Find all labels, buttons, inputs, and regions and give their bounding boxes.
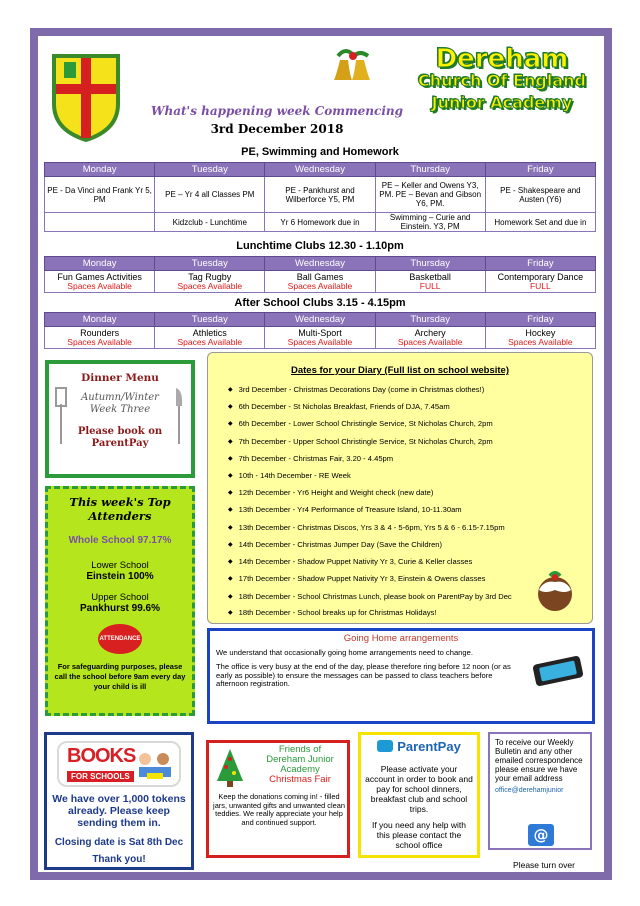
pe-cell: Kidzclub - Lunchtime xyxy=(155,213,265,232)
lunch-title: Lunchtime Clubs 12.30 - 1.10pm xyxy=(236,240,404,252)
dinner-book-line2: ParentPay xyxy=(91,438,149,449)
pe-day: Friday xyxy=(485,163,595,177)
upper-school-value: Pankhurst 99.6% xyxy=(79,603,161,614)
books-logo-text: BOOKS xyxy=(67,745,136,767)
pe-title: PE, Swimming and Homework xyxy=(241,146,399,158)
after-day: Friday xyxy=(485,313,595,327)
school-crest-icon xyxy=(50,52,122,142)
fork-icon xyxy=(55,386,67,446)
going-home-text2: The office is very busy at the end of the day, please therefore ring before 12 noon (or as early as possible) to ensure the messages can be passed to class teachers before afternoon registration. xyxy=(216,662,511,688)
for-schools-label: FOR SCHOOLS xyxy=(67,771,134,782)
whole-school-attendance: Whole School 97.17% xyxy=(68,535,172,546)
club-status: Spaces Available xyxy=(177,280,243,291)
diocese-logo-icon xyxy=(142,48,158,64)
club-name: Basketball xyxy=(409,271,451,282)
club-status: Spaces Available xyxy=(287,280,353,291)
thank-you: Thank you! xyxy=(92,854,146,865)
dinner-season: Autumn/Winter xyxy=(81,392,159,403)
lunch-day: Friday xyxy=(485,257,595,271)
books-for-schools-logo xyxy=(57,741,181,787)
safeguarding-note: For safeguarding purposes, please call the school before 9am every day your child is ill xyxy=(54,662,186,691)
club-status: Spaces Available xyxy=(177,336,243,347)
club-name: Tag Rugby xyxy=(188,271,232,282)
parentpay-icon xyxy=(377,740,393,752)
christmas-bells-icon xyxy=(330,42,376,88)
children-reading-icon xyxy=(135,749,175,783)
diary-item: ◆ 17th December - Shadow Puppet Nativity Yr 3, Einstein & Owens classes xyxy=(228,571,592,588)
club-status: Spaces Available xyxy=(397,336,463,347)
club-status: Spaces Available xyxy=(67,280,132,291)
knife-icon xyxy=(173,386,185,446)
attenders-title: This week's Top Attenders xyxy=(69,495,171,523)
after-day: Thursday xyxy=(375,313,485,327)
after-title: After School Clubs 3.15 - 4.15pm xyxy=(234,297,406,309)
diary-item: ◆ 3rd December - Christmas Decorations Day (come in Christmas clothes!) xyxy=(228,382,592,399)
going-home-text1: We understand that occasionally going home arrangements need to change. xyxy=(216,648,473,657)
email-at-icon: @ xyxy=(528,824,554,846)
pe-cell: PE – Yr 4 all Classes PM xyxy=(155,177,265,213)
office-email[interactable]: office@derehamjunior xyxy=(495,787,564,794)
diary-item: ◆ 13th December - Christmas Discos, Yrs 3 & 4 - 5-6pm, Yrs 5 & 6 - 6.15-7.15pm xyxy=(228,520,592,537)
diary-title: Dates for your Diary (Full list on school website) xyxy=(290,365,509,376)
parentpay-text1: Please activate your account in order to book and pay for school dinners, breakfast club and school trips. xyxy=(365,764,473,814)
club-status: FULL xyxy=(529,280,551,291)
pe-cell: PE – Keller and Owens Y3, PM. PE – Bevan and Gibson Y6, PM. xyxy=(375,177,485,213)
lunch-cell xyxy=(155,271,265,293)
dinner-week: Week Three xyxy=(89,404,151,415)
top-attenders-box xyxy=(45,486,195,716)
club-name: Ball Games xyxy=(296,271,344,282)
christmas-fair-box xyxy=(206,740,350,858)
lunch-cell xyxy=(485,271,595,293)
school-logo: Dereham Church Of England Junior Academy xyxy=(418,44,586,112)
club-name: Multi-Sport xyxy=(298,327,342,338)
after-cell xyxy=(45,327,155,349)
pe-cell: Swimming – Curie and Einstein. Y3, PM xyxy=(375,213,485,232)
diary-item: ◆ 6th December - Lower School Christingle Service, St Nicholas Church, 2pm xyxy=(228,416,592,433)
pe-cell: PE - Shakespeare and Austen (Y6) xyxy=(485,177,595,213)
pe-day: Wednesday xyxy=(265,163,375,177)
upper-school-label: Upper School xyxy=(91,592,149,603)
dinner-book-line1: Please book on xyxy=(77,426,163,437)
diary-item: ◆ 7th December - Upper School Christingle Service, St Nicholas Church, 2pm xyxy=(228,434,592,451)
lunch-day: Tuesday xyxy=(155,257,265,271)
books-for-schools-box xyxy=(44,732,194,870)
after-cell xyxy=(375,327,485,349)
after-table xyxy=(44,312,596,349)
pe-day: Thursday xyxy=(375,163,485,177)
pe-day: Monday xyxy=(45,163,155,177)
after-cell xyxy=(265,327,375,349)
club-status: Spaces Available xyxy=(67,336,132,347)
lower-school-label: Lower School xyxy=(91,560,149,571)
pe-cell: PE - Pankhurst and Wilberforce Y5, PM xyxy=(265,177,375,213)
attendance-badge-icon: ATTENDANCE xyxy=(98,624,142,654)
pe-cell: Homework Set and due in xyxy=(485,213,595,232)
pe-day: Tuesday xyxy=(155,163,265,177)
lunch-table xyxy=(44,256,596,293)
diocese-name: Diocese of Norwich Education and Academies Trust xyxy=(160,46,260,84)
club-name: Hockey xyxy=(525,327,556,338)
club-name: Contemporary Dance xyxy=(497,271,584,282)
club-status: Spaces Available xyxy=(287,336,353,347)
whats-happening: What's happening week Commencing xyxy=(151,104,403,118)
diary-item: ◆ 13th December - Yr4 Performance of Treasure Island, 10-11.30am xyxy=(228,502,592,519)
pe-cell xyxy=(45,213,155,232)
pe-cell: Yr 6 Homework due in xyxy=(265,213,375,232)
closing-date: Closing date is Sat 8th Dec xyxy=(54,837,184,848)
parentpay-box xyxy=(358,732,480,858)
diary-item: ◆ 12th December - Yr6 Height and Weight check (new date) xyxy=(228,485,592,502)
fair-text: Keep the donations coming in! - filled jars, unwanted gifts and unwanted clean teddies. We really appreciate your help and continued support. xyxy=(213,792,345,827)
christmas-pudding-icon xyxy=(532,568,578,612)
club-name: Archery xyxy=(414,327,446,338)
club-name: Fun Games Activities xyxy=(57,271,142,282)
dinner-title: Dinner Menu xyxy=(81,372,159,384)
dinner-menu-box xyxy=(45,360,195,478)
going-home-title: Going Home arrangements xyxy=(343,633,459,644)
diary-item: ◆ 18th December - School breaks up for Christmas Holidays! xyxy=(228,605,592,622)
lunch-cell xyxy=(45,271,155,293)
lunch-cell xyxy=(375,271,485,293)
turn-over-note: Please turn over xyxy=(513,860,575,870)
after-cell xyxy=(155,327,265,349)
bulletin-text: To receive our Weekly Bulletin and any other emailed correspondence please ensure we have your email address xyxy=(495,738,583,783)
after-cell xyxy=(485,327,595,349)
parentpay-text2: If you need any help with this please contact the school office xyxy=(371,820,467,850)
lunch-day: Wednesday xyxy=(265,257,375,271)
club-status: Spaces Available xyxy=(508,336,573,347)
parentpay-logo: ParentPay xyxy=(361,739,477,754)
diary-item: ◆ 7th December - Christmas Fair, 3.20 - 4.45pm xyxy=(228,451,592,468)
diary-item: ◆ 14th December - Shadow Puppet Nativity Yr 3, Curie & Keller classes xyxy=(228,554,592,571)
christmas-tree-icon xyxy=(213,747,247,789)
diary-item: ◆ 14th December - Christmas Jumper Day (Save the Children) xyxy=(228,537,592,554)
week-date: 3rd December 2018 xyxy=(210,122,344,136)
fair-title: Friends of Dereham Junior Academy Christmas Fair xyxy=(266,744,334,785)
diary-item: ◆ 18th December - School Christmas Lunch, please book on ParentPay by 3rd Dec xyxy=(228,590,528,605)
lower-school-value: Einstein 100% xyxy=(86,571,154,582)
after-day: Monday xyxy=(45,313,155,327)
pe-table xyxy=(44,162,596,232)
lunch-day: Monday xyxy=(45,257,155,271)
lunch-day: Thursday xyxy=(375,257,485,271)
club-status: FULL xyxy=(419,280,441,291)
lunch-cell xyxy=(265,271,375,293)
club-name: Athletics xyxy=(192,327,227,338)
after-day: Tuesday xyxy=(155,313,265,327)
diary-item: ◆ 10th - 14th December - RE Week xyxy=(228,468,592,485)
diary-item: ◆ 6th December - St Nicholas Breakfast, Friends of DJA, 7.45am xyxy=(228,399,592,416)
tokens-message: We have over 1,000 tokens already. Please keep sending them in. xyxy=(52,793,186,829)
club-name: Rounders xyxy=(80,327,120,338)
mobile-phone-icon xyxy=(530,656,586,686)
after-day: Wednesday xyxy=(265,313,375,327)
pe-cell: PE - Da Vinci and Frank Yr 5, PM xyxy=(45,177,155,213)
